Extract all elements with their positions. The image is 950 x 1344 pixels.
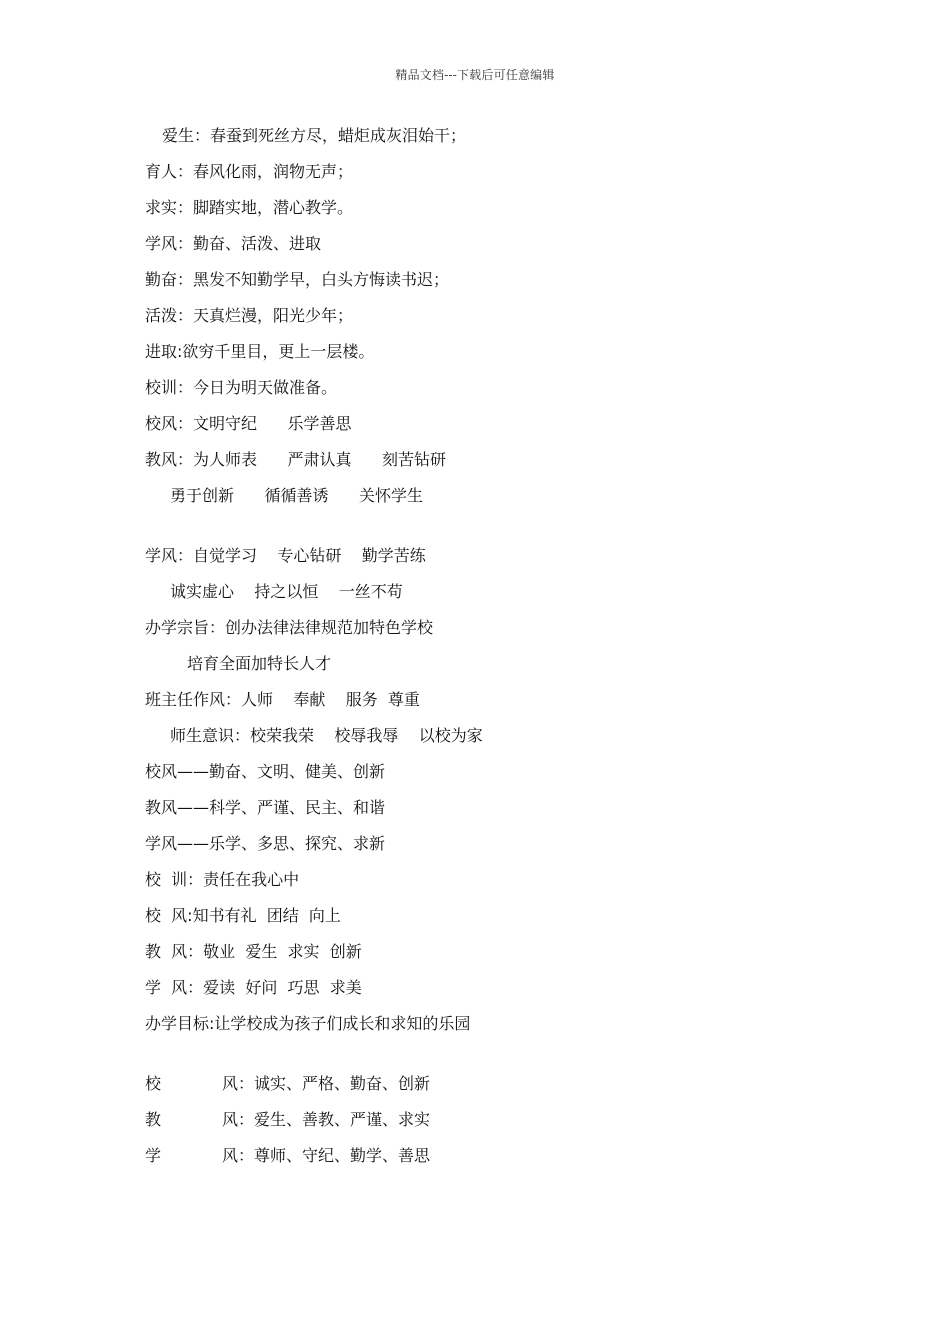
text-line: 活泼：天真烂漫，阳光少年； — [145, 306, 354, 325]
text-line: 教风——科学、严谨、民主、和谐 — [145, 798, 386, 817]
text-line: 勇于创新 循循善诱 关怀学生 — [170, 486, 424, 505]
document-header: 精品文档---下载后可任意编辑 — [395, 68, 555, 82]
text-line: 教 风：敬业 爱生 求实 创新 — [145, 942, 362, 961]
text-line: 爱生：春蚕到死丝方尽，蜡炬成灰泪始干； — [162, 126, 467, 145]
text-line: 教风：为人师表 严肃认真 刻苦钻研 — [145, 450, 447, 469]
text-line: 勤奋：黑发不知勤学早，白头方悔读书迟； — [145, 270, 450, 289]
text-line: 校风——勤奋、文明、健美、创新 — [145, 762, 386, 781]
text-line: 教 风：爱生、善教、严谨、求实 — [145, 1110, 431, 1129]
text-line: 育人：春风化雨，润物无声； — [145, 162, 354, 181]
text-line: 班主任作风：人师 奉献 服务 尊重 — [145, 690, 420, 709]
text-line: 求实：脚踏实地，潜心教学。 — [145, 198, 354, 217]
text-line: 诚实虚心 持之以恒 一丝不苟 — [170, 582, 403, 601]
text-line: 办学目标:让学校成为孩子们成长和求知的乐园 — [145, 1014, 471, 1033]
text-line: 校训：今日为明天做准备。 — [145, 378, 338, 397]
text-line: 师生意识：校荣我荣 校辱我辱 以校为家 — [170, 726, 483, 745]
text-line: 学风：自觉学习 专心钻研 勤学苦练 — [145, 546, 426, 565]
text-line: 校 训：责任在我心中 — [145, 870, 300, 889]
text-line: 进取:欲穷千里目，更上一层楼。 — [145, 342, 375, 361]
text-line: 办学宗旨：创办法律法律规范加特色学校 — [145, 618, 434, 637]
text-line: 学风：勤奋、活泼、进取 — [145, 234, 322, 253]
text-line: 校风：文明守纪 乐学善思 — [145, 414, 352, 433]
text-line: 学风——乐学、多思、探究、求新 — [145, 834, 386, 853]
text-line: 学 风：爱读 好问 巧思 求美 — [145, 978, 362, 997]
text-line: 培育全面加特长人才 — [187, 654, 332, 673]
text-line: 校 风：诚实、严格、勤奋、创新 — [145, 1074, 431, 1093]
text-line: 校 风:知书有礼 团结 向上 — [145, 906, 341, 925]
text-line: 学 风：尊师、守纪、勤学、善思 — [145, 1146, 431, 1165]
